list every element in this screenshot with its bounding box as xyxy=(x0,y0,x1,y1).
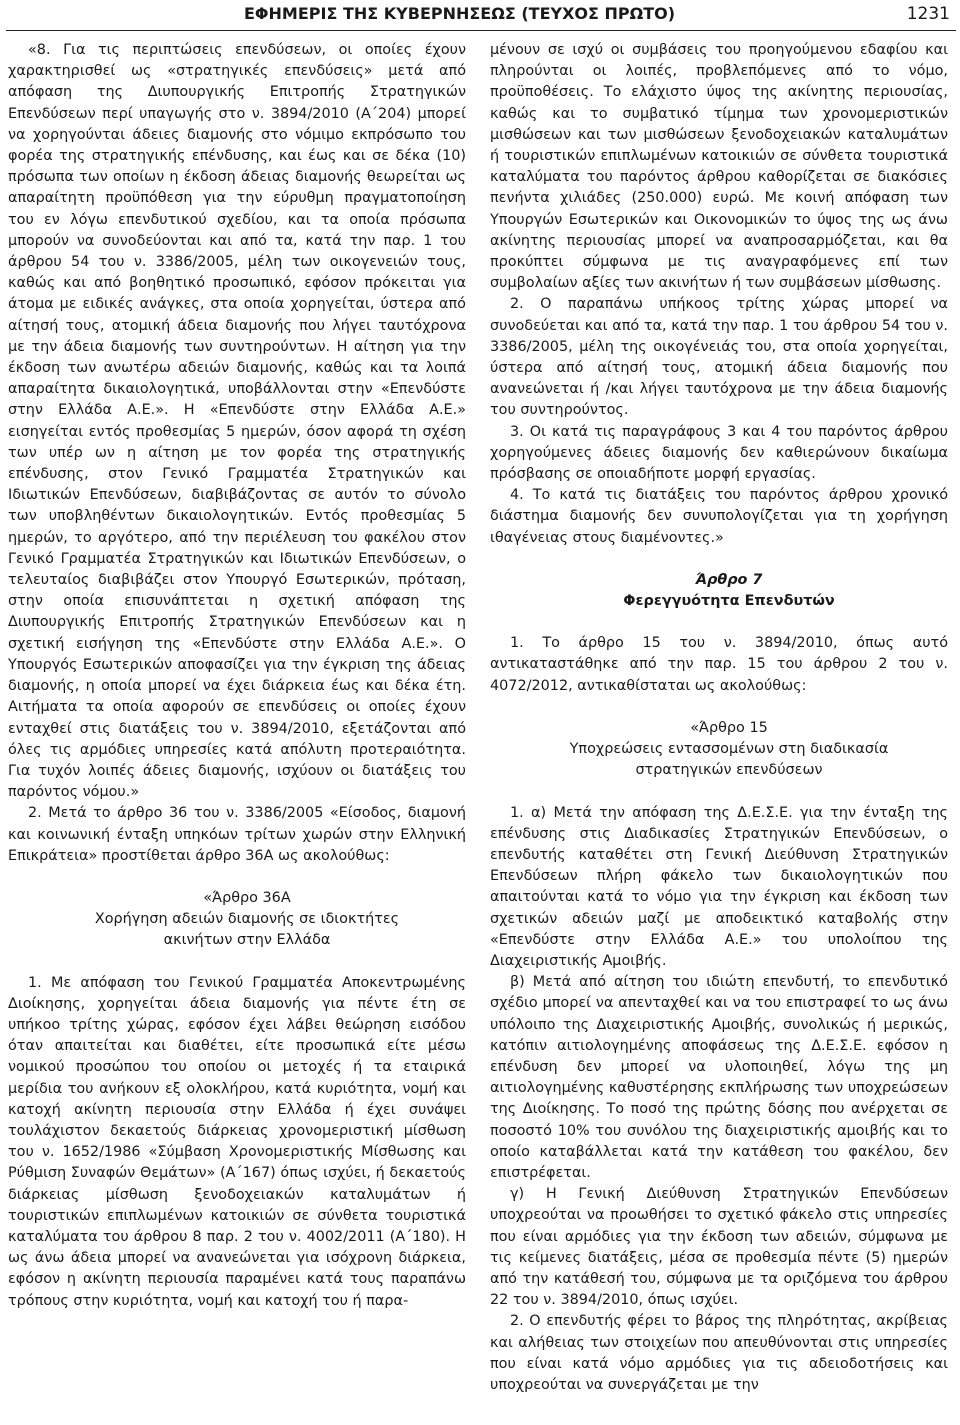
page-header xyxy=(244,4,950,30)
spacer xyxy=(8,952,466,973)
paragraph: 2. Ο παραπάνω υπήκοος τρίτης χώρας μπορεί να συνοδεύεται και από τα, κατά την παρ. 1 του άρθρου 54 του ν. 3386/2005, μέλη της οικογένειάς του, στα οποία χορηγείται, ύστερα από αίτησή τους, ατομική άδεια διαμονής που ανανεώνεται ή /και λήγει ταυτόχρονα με την άδεια διαμονής του συντηρούντος. xyxy=(490,296,948,419)
article-heading: Άρθρο 7 xyxy=(695,571,763,588)
gazette-title: ΕΦΗΜΕΡΙΣ ΤΗΣ ΚΥΒΕΡΝΗΣΕΩΣ (ΤΕΥΧΟΣ ΠΡΩΤΟ) xyxy=(244,4,676,23)
article-title: Υποχρεώσεις εντασσομένων στη διαδικασία xyxy=(569,741,889,758)
right-column xyxy=(490,40,948,1396)
article-title: στρατηγικών επενδύσεων xyxy=(635,762,823,779)
article-heading: «Άρθρο 36Α xyxy=(203,889,291,906)
article-title: Χορήγηση αδειών διαμονής σε ιδιοκτήτες xyxy=(94,911,400,928)
paragraph: β) Μετά από αίτηση του ιδιώτη επενδυτή, το επενδυτικό σχέδιο μπορεί να απενταχθεί και να του επιστραφεί το ως άνω υπόλοιπο της Διαχειριστικής Αμοιβής, συνολικώς ή μερικώς, κατόπιν αιτιολογημένης αποφάσεως της Δ.Ε.Σ.Ε. εφόσον η επένδυση δεν μπορεί να υλοποιηθεί, λόγω της μη αιτιολογημένης καθυστέρησης εκπλήρωσης των υποχρεώσεων της Διοίκησης. Το ποσό της πρώτης δόσης που ανέρχεται σε ποσοστό 10% του συνόλου της διαχειριστικής αμοιβής και το οποίο καταβάλλεται κατά την κατάθεση του φακέλου, δεν επιστρέφεται. xyxy=(490,974,948,1181)
paragraph: 1. Το άρθρο 15 του ν. 3894/2010, όπως αυτό αντικαταστάθηκε από την παρ. 15 του άρθρου 2 του ν. 4072/2012, αντικαθίσταται ως ακολούθως: xyxy=(490,635,948,694)
spacer xyxy=(490,697,948,718)
spacer xyxy=(490,549,948,570)
paragraph: 1. α) Μετά την απόφαση της Δ.Ε.Σ.Ε. για την ένταξη της επένδυσης στις Διαδικασίες Στρατηγικών Επενδύσεων, ο επενδυτής καταθέτει στη Γενική Διεύθυνση Στρατηγικών Επενδύσεων πλήρη φάκελο των δικαιολογητικών που απαιτούνται κατά το νόμο για την έγκριση και έκδοση των σχετικών αδειών μαζί με αποδεικτικό καταβολής στην «Επενδύστε στην Ελλάδα Α.Ε.» του υπολοίπου της Διαχειριστικής Αμοιβής. xyxy=(490,804,948,969)
article-heading: «Άρθρο 15 xyxy=(690,719,768,736)
article-title: ακινήτων στην Ελλάδα xyxy=(163,932,331,949)
spacer xyxy=(490,612,948,633)
page-number: 1231 xyxy=(906,4,950,24)
paragraph: 4. Το κατά τις διατάξεις του παρόντος άρθρου χρονικό διάστημα διαμονής δεν συνυπολογίζεται για τη χορήγηση ιθαγένειας στους διαμένοντες.» xyxy=(490,487,948,546)
spacer xyxy=(8,867,466,888)
left-column xyxy=(8,40,466,1312)
paragraph: 3. Οι κατά τις παραγράφους 3 και 4 του παρόντος άρθρου χορηγούμενες άδειες διαμονής δεν καθιερώνουν δικαίωμα πρόσβασης σε οποιαδήποτε μορφή εργασίας. xyxy=(490,423,948,483)
paragraph: 2. Μετά το άρθρο 36 του ν. 3386/2005 «Είσοδος, διαμονή και κοινωνική ένταξη υπηκόων τρίτων χωρών στην Ελληνική Επικράτεια» προστίθεται άρθρο 36Α ως ακολούθως: xyxy=(8,805,466,864)
article-title: Φερεγγυότητα Επενδυτών xyxy=(623,593,835,610)
paragraph: 2. Ο επενδυτής φέρει το βάρος της πληρότητας, ακρίβειας και αλήθειας των στοιχείων που απευθύνονται στις υπηρεσίες που είναι κατά νόμο αρμόδιες για τις αδειοδοτήσεις και υποχρεούται να συνεργάζεται με την xyxy=(490,1313,948,1393)
spacer xyxy=(490,782,948,803)
paragraph: «8. Για τις περιπτώσεις επενδύσεων, οι οποίες έχουν χαρακτηρισθεί ως «στρατηγικές επενδύσεις» μετά από απόφαση της Διυπουργικής Επιτροπής Στρατηγικών Επενδύσεων περί υπαγωγής στο ν. 3894/2010 (Α΄204) μπορεί να χορηγούνται άδειες διαμονής στο νόμιμο εκπρόσωπο του φορέα της στρατηγικής επένδυσης, και έως και σε δέκα (10) πρόσωπα των οποίων η έκδοση άδειας διαμονής θεωρείται ως απαραίτητη προϋπόθεση για την εύρυθμη πραγματοποίηση του εν λόγω επενδυτικού σχεδίου, και τα οποία πρόσωπα μπορούν να συνοδεύονται και από τα, κατά την παρ. 1 του άρθρου 54 του ν. 3386/2005, μέλη των οικογενειών τους, καθώς και από βοηθητικό προσωπικό, εφόσον πρόκειται για άτομα με ειδικές ανάγκες, στα οποία χορηγείται, ύστερα από αίτησή τους, ατομική άδεια διαμονής που λήγει ταυτόχρονα με την άδεια διαμονής των συντηρούντων. Η αίτηση για την έκδοση των ανωτέρω αδειών διαμονής, καθώς και τα λοιπά απαραίτητα δικαιολογητικά, υποβάλλονται στην «Επενδύστε στην Ελλάδα Α.Ε.». Η «Επενδύστε στην Ελλάδα Α.Ε.» εισηγείται εντός προθεσμίας 5 ημερών, όσον αφορά τη σχέση των υπέρ ων η αίτηση με τον φορέα της στρατηγικής επένδυσης, στον Γενικό Γραμματέα Στρατηγικών και Ιδιωτικών Επενδύσεων, διαβιβάζοντας σε αυτόν το σύνολο των υποβληθέντων δικαιολογητικών. Εντός προθεσμίας 5 ημερών, το αργότερο, από την περιέλευση του φακέλου στον Γενικό Γραμματέα Στρατηγικών και Ιδιωτικών Επενδύσεων, ο τελευταίος διαβιβάζει στον Υπουργό Εσωτερικών, πρόταση, στην οποία επισυνάπτεται η σχετική απόφαση της Διυπουργικής Επιτροπής Στρατηγικών Επενδύσεων και η σχετική εισήγηση της «Επενδύστε στην Ελλάδα Α.Ε.». Ο Υπουργός Εσωτερικών αποφασίζει για την έγκριση της άδειας διαμονής, η οποία μπορεί να έχει διάρκεια έως και δέκα έτη. Αιτήματα τα οποία αφορούν σε επενδύσεις οι οποίες έχουν ενταχθεί στις διατάξεις του ν. 3894/2010, εξετάζονται από όλες τις αρμόδιες υπηρεσίες κατά απόλυτη προτεραιότητα. Για τυχόν λοιπές άδειες διαμονής, ισχύουν οι διατάξεις του παρόντος νόμου.» xyxy=(8,42,466,801)
header-rule xyxy=(6,30,956,31)
paragraph: γ) Η Γενική Διεύθυνση Στρατηγικών Επενδύσεων υποχρεούται να προωθήσει το σχετικό φάκελο στις υπηρεσίες που είναι αρμόδιες για την έκδοση των αδειών, σύμφωνα με τις κείμενες διατάξεις, μέσα σε προθεσμία πέντε (5) ημερών από την κατάθεσή του, σύμφωνα με τα οριζόμενα του άρθρου 22 του ν. 3894/2010, όπως ισχύει. xyxy=(490,1186,948,1309)
paragraph: 1. Με απόφαση του Γενικού Γραμματέα Αποκεντρωμένης Διοίκησης, χορηγείται άδεια διαμονής για πέντε έτη σε υπήκοο τρίτης χώρας, εφόσον έχει λάβει θεώρηση εισόδου όταν απαιτείται και διαθέτει, είτε προσωπικά είτε μέσω νομικού προσώπου του οποίου οι μετοχές ή τα εταιρικά μερίδια του ανήκουν εξ ολοκλήρου, κατά κυριότητα, νομή και κατοχή ακίνητη περιουσία στην Ελλάδα ή έχει συνάψει τουλάχιστον δεκαετούς διάρκειας χρονομεριστική μίσθωση του ν. 1652/1986 «Σύμβαση Χρονομεριστικής Μίσθωσης και Ρύθμιση Συναφών Θεμάτων» (Α΄167) όπως ισχύει, ή δεκαετούς διάρκειας μίσθωση ξενοδοχειακών καταλυμάτων ή τουριστικών επιπλωμένων κατοικιών σε σύνθετα τουριστικά καταλύματα του άρθρου 8 παρ. 2 του ν. 4002/2011 (Α΄180). Η ως άνω άδεια μπορεί να ανανεώνεται για ισόχρονη διάρκεια, εφόσον η ακίνητη περιουσία παραμένει κατά τους παραπάνω τρόπους στην κυριότητα, νομή και κατοχή του ή παρα- xyxy=(8,974,466,1309)
paragraph: μένουν σε ισχύ οι συμβάσεις του προηγούμενου εδαφίου και πληρούνται οι λοιπές, προβλεπόμενες από το νόμο, προϋποθέσεις. Το ελάχιστο ύψος της ακίνητης περιουσίας, καθώς και το συμβατικό τίμημα των χρονομεριστικών μισθώσεων και των μισθώσεων ξενοδοχειακών καταλυμάτων ή τουριστικών επιπλωμένων κατοικιών σε σύνθετα τουριστικά καταλύματα του παρόντος άρθρου καθορίζεται σε διακόσιες πενήντα χιλιάδες (250.000) ευρώ. Με κοινή απόφαση των Υπουργών Εσωτερικών και Οικονομικών το ύψος της ως άνω ακίνητης περιουσίας μπορεί να αναπροσαρμόζεται, και θα προκύπτει σύμφωνα με τις αναγραφόμενες επί των συμβολαίων αξίες των ακινήτων ή των συμβάσεων μίσθωσης. xyxy=(490,42,948,292)
